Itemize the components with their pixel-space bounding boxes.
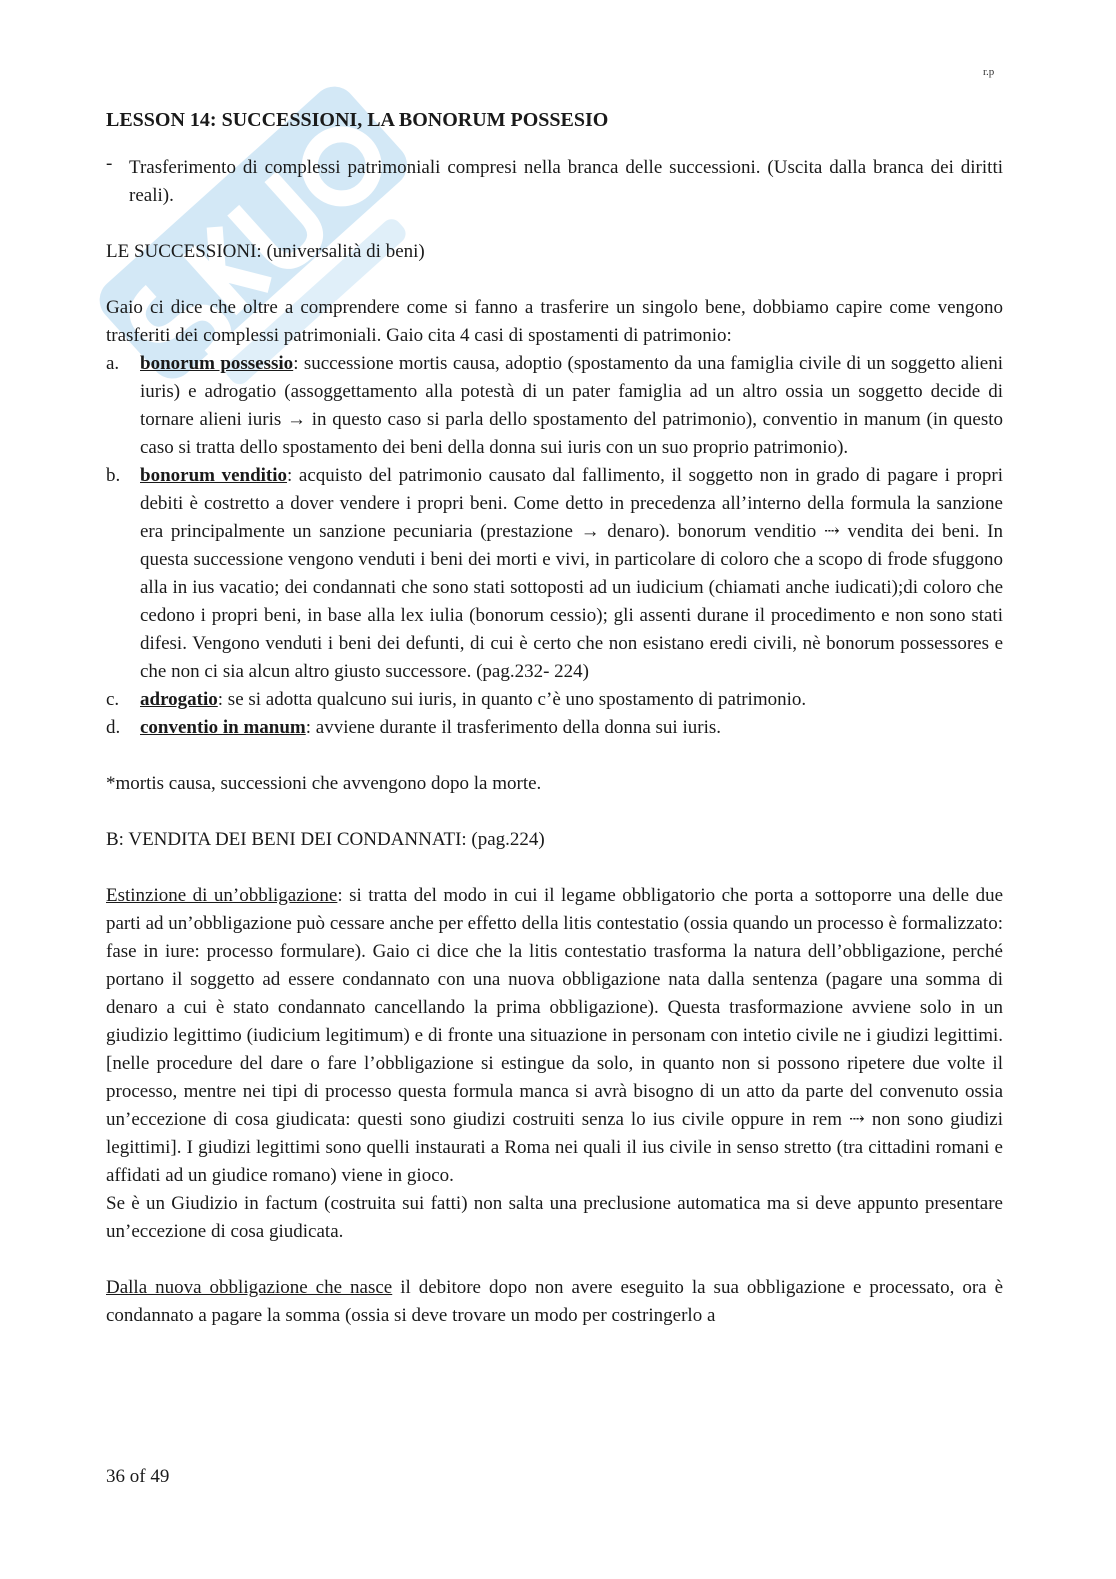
- list-marker: b.: [106, 465, 121, 486]
- list-marker: d.: [106, 717, 121, 738]
- case-text: : avviene durante il trasferimento della donna sui iuris.: [305, 717, 721, 738]
- estinzione-term: Estinzione di un’obbligazione: [106, 885, 338, 906]
- nuova-term: Dalla nuova obbligazione che nasce: [106, 1277, 393, 1298]
- case-term: conventio in manum: [140, 717, 306, 738]
- mortis-causa-note: *mortis causa, successioni che avvengono dopo la morte.: [106, 773, 542, 794]
- page-number: 36 of 49: [106, 1466, 170, 1487]
- dash-marker: -: [106, 153, 113, 174]
- page-title: LESSON 14: SUCCESSIONI, LA BONORUM POSSESIO: [106, 109, 609, 131]
- list-item: [106, 686, 1003, 714]
- case-text: : se si adotta qualcuno sui iuris, in quanto c’è uno spostamento di patrimonio.: [217, 689, 807, 710]
- case-term: bonorum possessio: [140, 353, 294, 374]
- case-text: : successione mortis causa, adoptio (spostamento da una famiglia civile di un soggetto alieni iuris) e adrogatio (assoggettamento alla potestà di un pater famiglia ad un altro ossia un soggetto decide di tornare alieni iuris → in questo caso si parla dello spostamento del patrimonio), conventio in manum (in questo caso si tratta dello spostamento dei beni della donna sui iuris con un suo proprio patrimonio).: [140, 353, 1003, 458]
- case-term: bonorum venditio: [140, 465, 288, 486]
- document-body: [106, 106, 1003, 1330]
- section-heading-vendita: B: VENDITA DEI BENI DEI CONDANNATI: (pag.224): [106, 829, 545, 850]
- list-marker: c.: [106, 689, 120, 710]
- list-item: [106, 462, 1003, 686]
- intro-bullet: [106, 154, 1003, 210]
- header-initials: r.p: [983, 66, 995, 78]
- section-heading-successioni: LE SUCCESSIONI: (universalità di beni): [106, 241, 425, 262]
- nuova-text: il debitore dopo non avere eseguito la sua obbligazione e processato, ora è condannato a pagare la somma (ossia si deve trovare un modo per costringerlo a: [106, 1277, 1004, 1326]
- estinzione-text: : si tratta del modo in cui il legame obbligatorio che porta a sottoporre una delle due parti ad un’obbligazione può cessare anche per effetto della litis contestatio (ossia quando un processo è formalizzato: fase in iure: processo formulare). Gaio ci dice che la litis contestatio trasforma la natura dell’obbligazione, perché portano il soggetto ad essere condannato con una nuova obbligazione nata dalla sentenza (pagare una somma di denaro a cui è stato condannato cancellando la prima obbligazione). Questa trasformazione avviene solo in un giudizio legittimo (iudicium legitimum) e di fronte una situazione in personam con intetio civile ne i giudizi legittimi. [nelle procedure del dare o fare l’obbligazione si estingue da solo, in quanto non si possono ripetere due volte il processo, mentre nei tipi di processo questa formula manca si avrà bisogno di un atto da parte del convenuto ossia un’eccezione di cosa giudicata: questi sono giudizi costruiti senza lo ius civile oppure in rem ⇢ non sono giudizi legittimi]. I giudizi legittimi sono quelli instaurati a Roma nei quali il ius civile in senso stretto (tra cittadini romani e affidati ad un giudice romano) viene in gioco.: [106, 885, 1004, 1186]
- list-item: [106, 350, 1003, 462]
- nuova-obbligazione-paragraph: [106, 1274, 1003, 1330]
- list-marker: a.: [106, 353, 120, 374]
- intro-text: Trasferimento di complessi patrimoniali compresi nella branca delle successioni. (Uscita dalla branca dei diritti reali).: [129, 157, 1003, 206]
- case-term: adrogatio: [140, 689, 218, 710]
- factum-paragraph: Se è un Giudizio in factum (costruita sui fatti) non salta una preclusione automatica ma si deve appunto presentare un’eccezione di cosa giudicata.: [106, 1193, 1003, 1242]
- list-item: [106, 714, 1003, 742]
- gaio-paragraph: Gaio ci dice che oltre a comprendere come si fanno a trasferire un singolo bene, dobbiamo capire come vengono trasferiti dei complessi patrimoniali. Gaio cita 4 casi di spostamenti di patrimonio:: [106, 297, 1003, 346]
- cases-list: [106, 350, 1003, 742]
- case-text: : acquisto del patrimonio causato dal fallimento, il soggetto non in grado di pagare i propri debiti è costretto a dover vendere i propri beni. Come detto in precedenza all’interno della formula la sanzione era principalmente un sanzione pecuniaria (prestazione → denaro). bonorum venditio ⇢ vendita dei beni. In questa successione vengono venduti i beni dei morti e vivi, in particolare di coloro che a scopo di frode sfuggono alla in ius vacatio; dei condannati che sono stati sottoposti ad un iudicium (chiamati anche iudicati);di coloro che cedono i propri beni, in base alla lex iulia (bonorum cessio); gli assenti durane il procedimento e non sono stati difesi. Vengono venduti i beni dei defunti, di cui è certo che non esistano eredi civili, nè bonorum possessores e che non ci sia alcun altro giusto successore. (pag.232- 224): [140, 465, 1003, 682]
- estinzione-paragraph: [106, 882, 1003, 1190]
